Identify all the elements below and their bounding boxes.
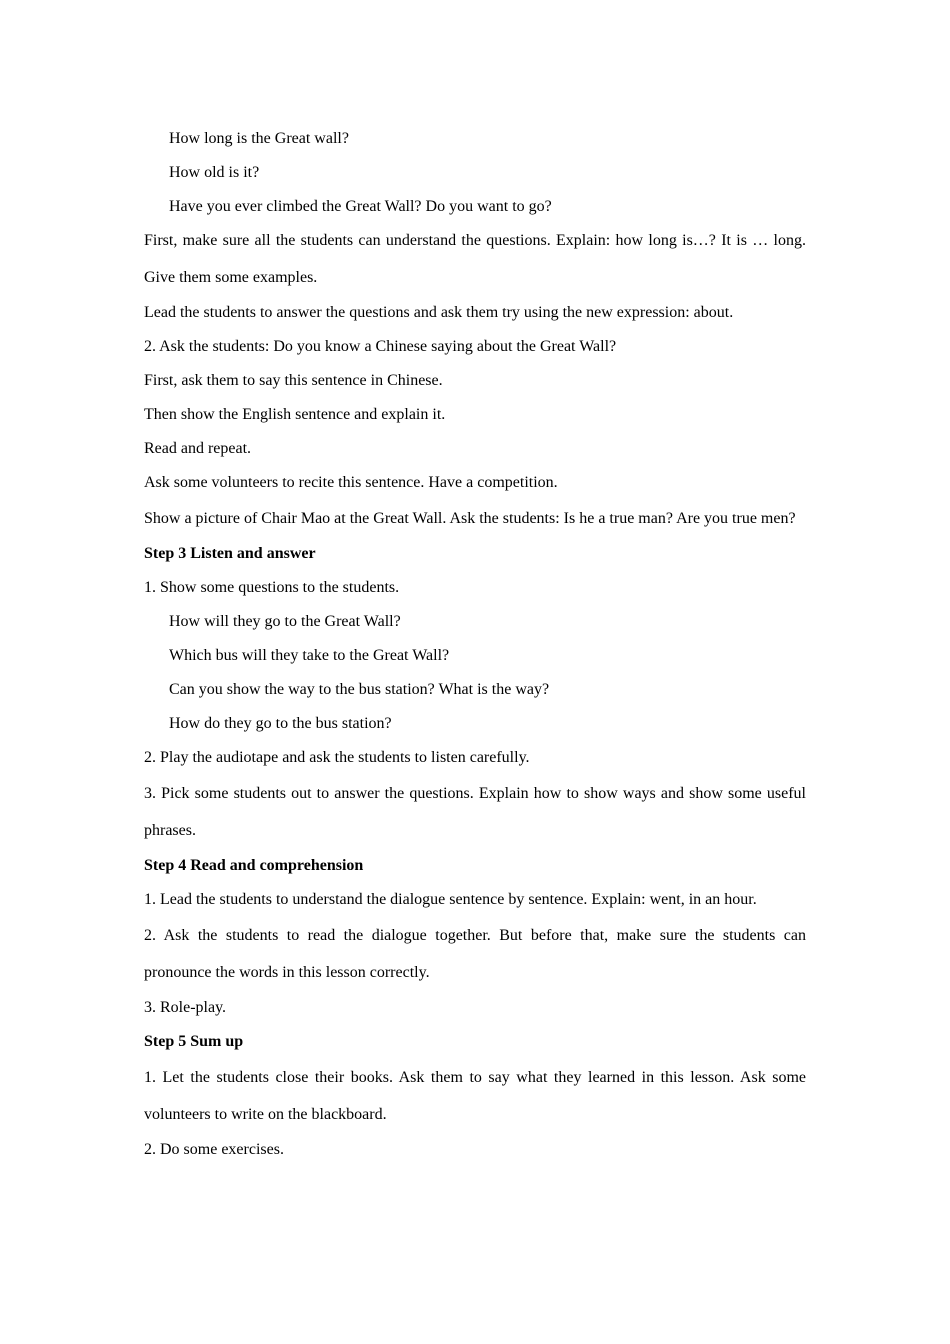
step3-question-3: Can you show the way to the bus station? What is the way? <box>169 681 550 698</box>
step3-item-1: 1. Show some questions to the students. <box>144 579 400 596</box>
step3-item-3: 3. Pick some students out to answer the questions. Explain how to show ways and show some useful phrases. <box>144 785 806 839</box>
step5-heading: Step 5 Sum up <box>144 1033 244 1050</box>
paragraph-chair-mao-picture: Show a picture of Chair Mao at the Great Wall. Ask the students: Is he a true man? Are you true men? <box>144 510 796 527</box>
step3-item-2: 2. Play the audiotape and ask the students to listen carefully. <box>144 749 530 766</box>
step3-question-2: Which bus will they take to the Great Wall? <box>169 647 450 664</box>
step5-item-1: 1. Let the students close their books. Ask them to say what they learned in this lesson. Ask some volunteers to write on the blackboard. <box>144 1069 806 1123</box>
paragraph-lead-students: Lead the students to answer the questions and ask them try using the new expression: about. <box>144 304 734 321</box>
paragraph-recite-competition: Ask some volunteers to recite this sentence. Have a competition. <box>144 474 558 491</box>
paragraph-read-repeat: Read and repeat. <box>144 440 252 457</box>
paragraph-say-in-chinese: First, ask them to say this sentence in Chinese. <box>144 372 443 389</box>
paragraph-show-english: Then show the English sentence and explain it. <box>144 406 446 423</box>
paragraph-explain-questions: First, make sure all the students can understand the questions. Explain: how long is…? It is … long. Give them some examples. <box>144 232 806 286</box>
step4-item-2: 2. Ask the students to read the dialogue together. But before that, make sure the students can pronounce the words in this lesson correctly. <box>144 927 806 981</box>
question-great-wall-length: How long is the Great wall? <box>169 130 349 147</box>
step4-heading: Step 4 Read and comprehension <box>144 857 364 874</box>
step3-question-4: How do they go to the bus station? <box>169 715 392 732</box>
question-great-wall-age: How old is it? <box>169 164 260 181</box>
step4-item-3: 3. Role-play. <box>144 999 227 1016</box>
lesson-plan-body <box>144 122 806 1167</box>
step3-heading: Step 3 Listen and answer <box>144 545 316 562</box>
question-climbed-great-wall: Have you ever climbed the Great Wall? Do you want to go? <box>169 198 552 215</box>
step3-question-1: How will they go to the Great Wall? <box>169 613 401 630</box>
paragraph-chinese-saying: 2. Ask the students: Do you know a Chinese saying about the Great Wall? <box>144 338 617 355</box>
step5-item-2: 2. Do some exercises. <box>144 1141 284 1158</box>
step4-item-1: 1. Lead the students to understand the dialogue sentence by sentence. Explain: went, in an hour. <box>144 891 757 908</box>
